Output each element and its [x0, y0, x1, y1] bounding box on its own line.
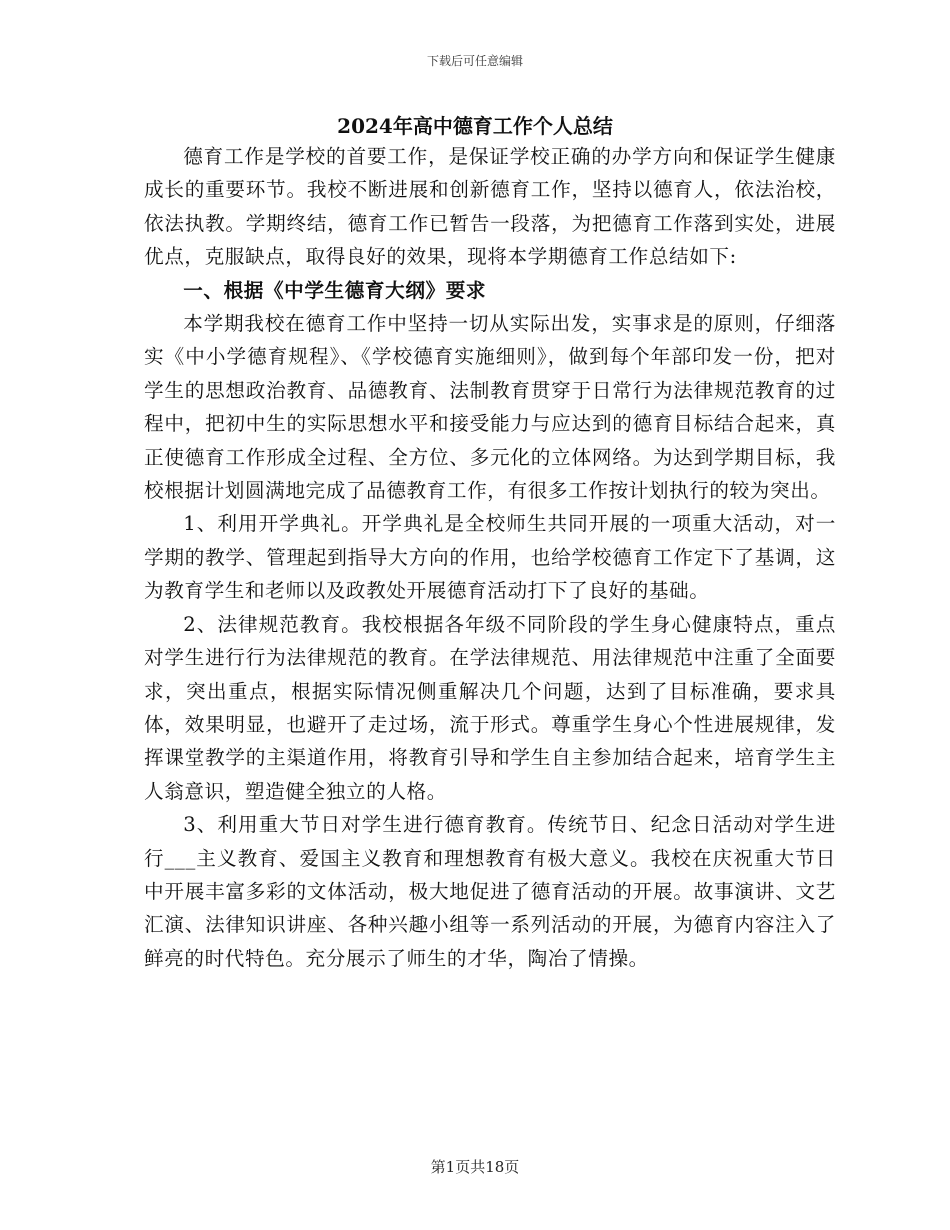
- section-paragraph-2: 1、利用开学典礼。开学典礼是全校师生共同开展的一项重大活动，对一学期的教学、管理起到指导大方向的作用，也给学校德育工作定下了基调，这为教育学生和老师以及政教处开展德育活动打下了良好的基础。: [144, 512, 836, 603]
- section-heading: 一、根据《中学生德育大纲》要求: [183, 278, 487, 302]
- intro-paragraph: 德育工作是学校的首要工作，是保证学校正确的办学方向和保证学生健康成长的重要环节。我校不断进展和创新德育工作，坚持以德育人，依法治校，依法执教。学期终结，德育工作已暂告一段落，为把德育工作落到实处，进展优点，克服缺点，取得良好的效果，现将本学期德育工作总结如下:: [144, 145, 836, 269]
- header-note: 下载后可任意编辑: [426, 54, 523, 68]
- page-number: 第1页共18页: [430, 1158, 520, 1176]
- document-body: [144, 140, 836, 975]
- section-paragraph-4: 3、利用重大节日对学生进行德育教育。传统节日、纪念日活动对学生进行___主义教育、爱国主义教育和理想教育有极大意义。我校在庆祝重大节日中开展丰富多彩的文体活动，极大地促进了德育活动的开展。故事演讲、文艺汇演、法律知识讲座、各种兴趣小组等一系列活动的开展，为德育内容注入了鲜亮的时代特色。充分展示了师生的才华，陶冶了情操。: [144, 813, 836, 970]
- document-title: 2024年高中德育工作个人总结: [337, 114, 613, 138]
- section-paragraph-1: 本学期我校在德育工作中坚持一切从实际出发，实事求是的原则，仔细落实《中小学德育规程》、《学校德育实施细则》，做到每个年部印发一份，把对学生的思想政治教育、品德教育、法制教育贯穿于日常行为法律规范教育的过程中，把初中生的实际思想水平和接受能力与应达到的德育目标结合起来，真正使德育工作形成全过程、全方位、多元化的立体网络。为达到学期目标，我校根据计划圆满地完成了品德教育工作，有很多工作按计划执行的较为突出。: [144, 312, 836, 503]
- section-paragraph-3: 2、法律规范教育。我校根据各年级不同阶段的学生身心健康特点，重点对学生进行行为法律规范的教育。在学法律规范、用法律规范中注重了全面要求，突出重点，根据实际情况侧重解决几个问题，达到了目标准确，要求具体，效果明显，也避开了走过场，流于形式。尊重学生身心个性进展规律，发挥课堂教学的主渠道作用，将教育引导和学生自主参加结合起来，培育学生主人翁意识，塑造健全独立的人格。: [144, 612, 836, 803]
